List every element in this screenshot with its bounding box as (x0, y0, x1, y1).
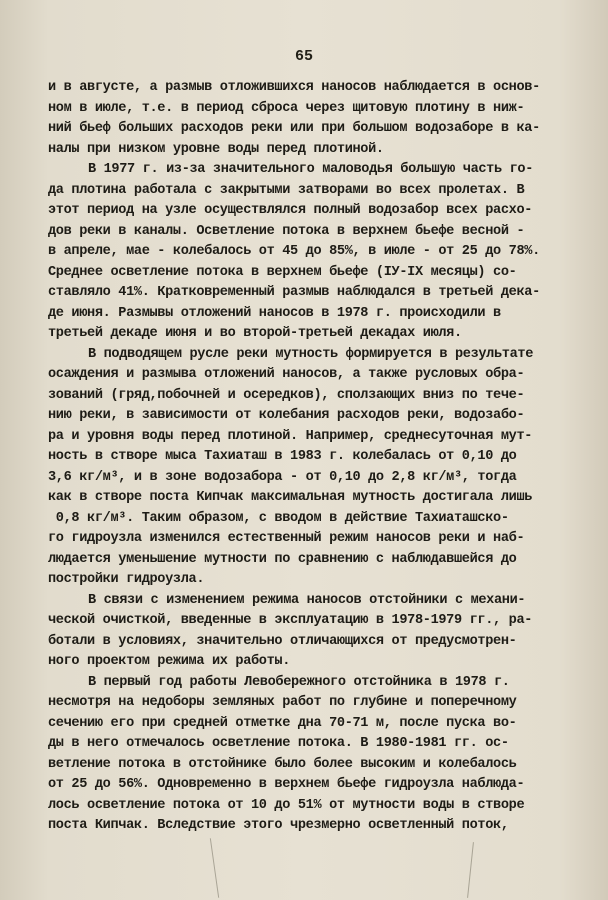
text-line: Среднее осветление потока в верхнем бьефе (IУ-IX месяцы) со- (48, 264, 517, 280)
text-line: де июня. Размывы отложений наносов в 1978 г. происходили в (48, 305, 501, 321)
text-line: да плотина работала с закрытыми затворами во всех пролетах. В (48, 182, 525, 198)
text-line: ческой очисткой, введенные в эксплуатацию в 1978-1979 гг., ра- (48, 613, 533, 628)
text-line: 3,6 кг/м³, и в зоне водозабора - от 0,10 до 2,8 кг/м³, тогда (48, 469, 517, 485)
text-line: людается уменьшение мутности по сравнению с наблюдавшейся до (48, 551, 517, 567)
text-line: несмотря на недоборы земляных работ по глубине и поперечному (48, 695, 517, 710)
text-line: этот период на узле осуществлялся полный водозабор всех расхо- (48, 203, 533, 218)
text-line: лось осветление потока от 10 до 51% от мутности воды в створе (48, 797, 525, 813)
text-line: третьей декаде июня и во второй-третьей декадах июля. (48, 326, 462, 341)
text-line: дов реки в каналы. Осветление потока в верхнем бьефе весной - (48, 223, 525, 239)
text-line: поста Кипчак. Вследствие этого чрезмерно осветленный поток, (48, 818, 509, 833)
text-line: от 25 до 56%. Одновременно в верхнем бьефе гидроузла наблюда- (48, 777, 525, 792)
text-line: налы при низком уровне воды перед плотиной. (48, 141, 384, 157)
body-text (48, 78, 568, 837)
margin-stroke (467, 842, 474, 898)
text-line: ном в июле, т.е. в период сброса через щитовую плотину в ниж- (48, 100, 525, 116)
text-line: ветление потока в отстойнике было более высоким и колебалось (48, 756, 517, 772)
text-line: ний бьеф больших расходов реки или при большом водозаборе в ка- (48, 121, 540, 136)
text-line: В 1977 г. из-за значительного маловодья большую часть го- (88, 162, 534, 177)
text-line: постройки гидроузла. (48, 572, 205, 587)
text-line: ставляло 41%. Кратковременный размыв наблюдался в третьей дека- (48, 285, 540, 300)
margin-stroke (210, 838, 219, 898)
text-line: ность в створе мыса Тахиаташ в 1983 г. колебалась от 0,10 до (48, 449, 517, 464)
text-line: го гидроузла изменился естественный режим наносов реки и наб- (48, 531, 525, 546)
page-number: 65 (294, 48, 313, 65)
text-line: В связи с изменением режима наносов отстойники с механи- (88, 592, 526, 608)
text-line: в апреле, мае - колебалось от 45 до 85%, в июле - от 25 до 78%. (48, 244, 540, 259)
text-line: ного проектом режима их работы. (48, 654, 291, 669)
text-line: как в створе поста Кипчак максимальная мутность достигала лишь (48, 490, 533, 505)
text-line: сечению его при средней отметке дна 70-71 м, после пуска во- (48, 715, 517, 731)
text-line: осаждения и размыва отложений наносов, а также русловых обра- (48, 367, 525, 382)
text-line: ды в него отмечалось осветление потока. В 1980-1981 гг. ос- (48, 736, 509, 751)
text-line: В подводящем русле реки мутность формируется в результате (88, 346, 534, 362)
text-line: зований (гряд,побочней и осередков), сползающих вниз по тече- (48, 387, 525, 403)
text-line: ботали в условиях, значительно отличающихся от предусмотрен- (48, 633, 517, 649)
text-line: В первый год работы Левобережного отстойника в 1978 г. (88, 674, 510, 690)
text-line: нию реки, в зависимости от колебания расходов реки, водозабо- (48, 408, 525, 423)
text-line: и в августе, а размыв отложившихся наносов наблюдается в основ- (48, 80, 540, 95)
text-line: 0,8 кг/м³. Таким образом, с вводом в действие Тахиаташско- (48, 510, 509, 526)
text-line: ра и уровня воды перед плотиной. Например, среднесуточная мут- (48, 428, 533, 444)
